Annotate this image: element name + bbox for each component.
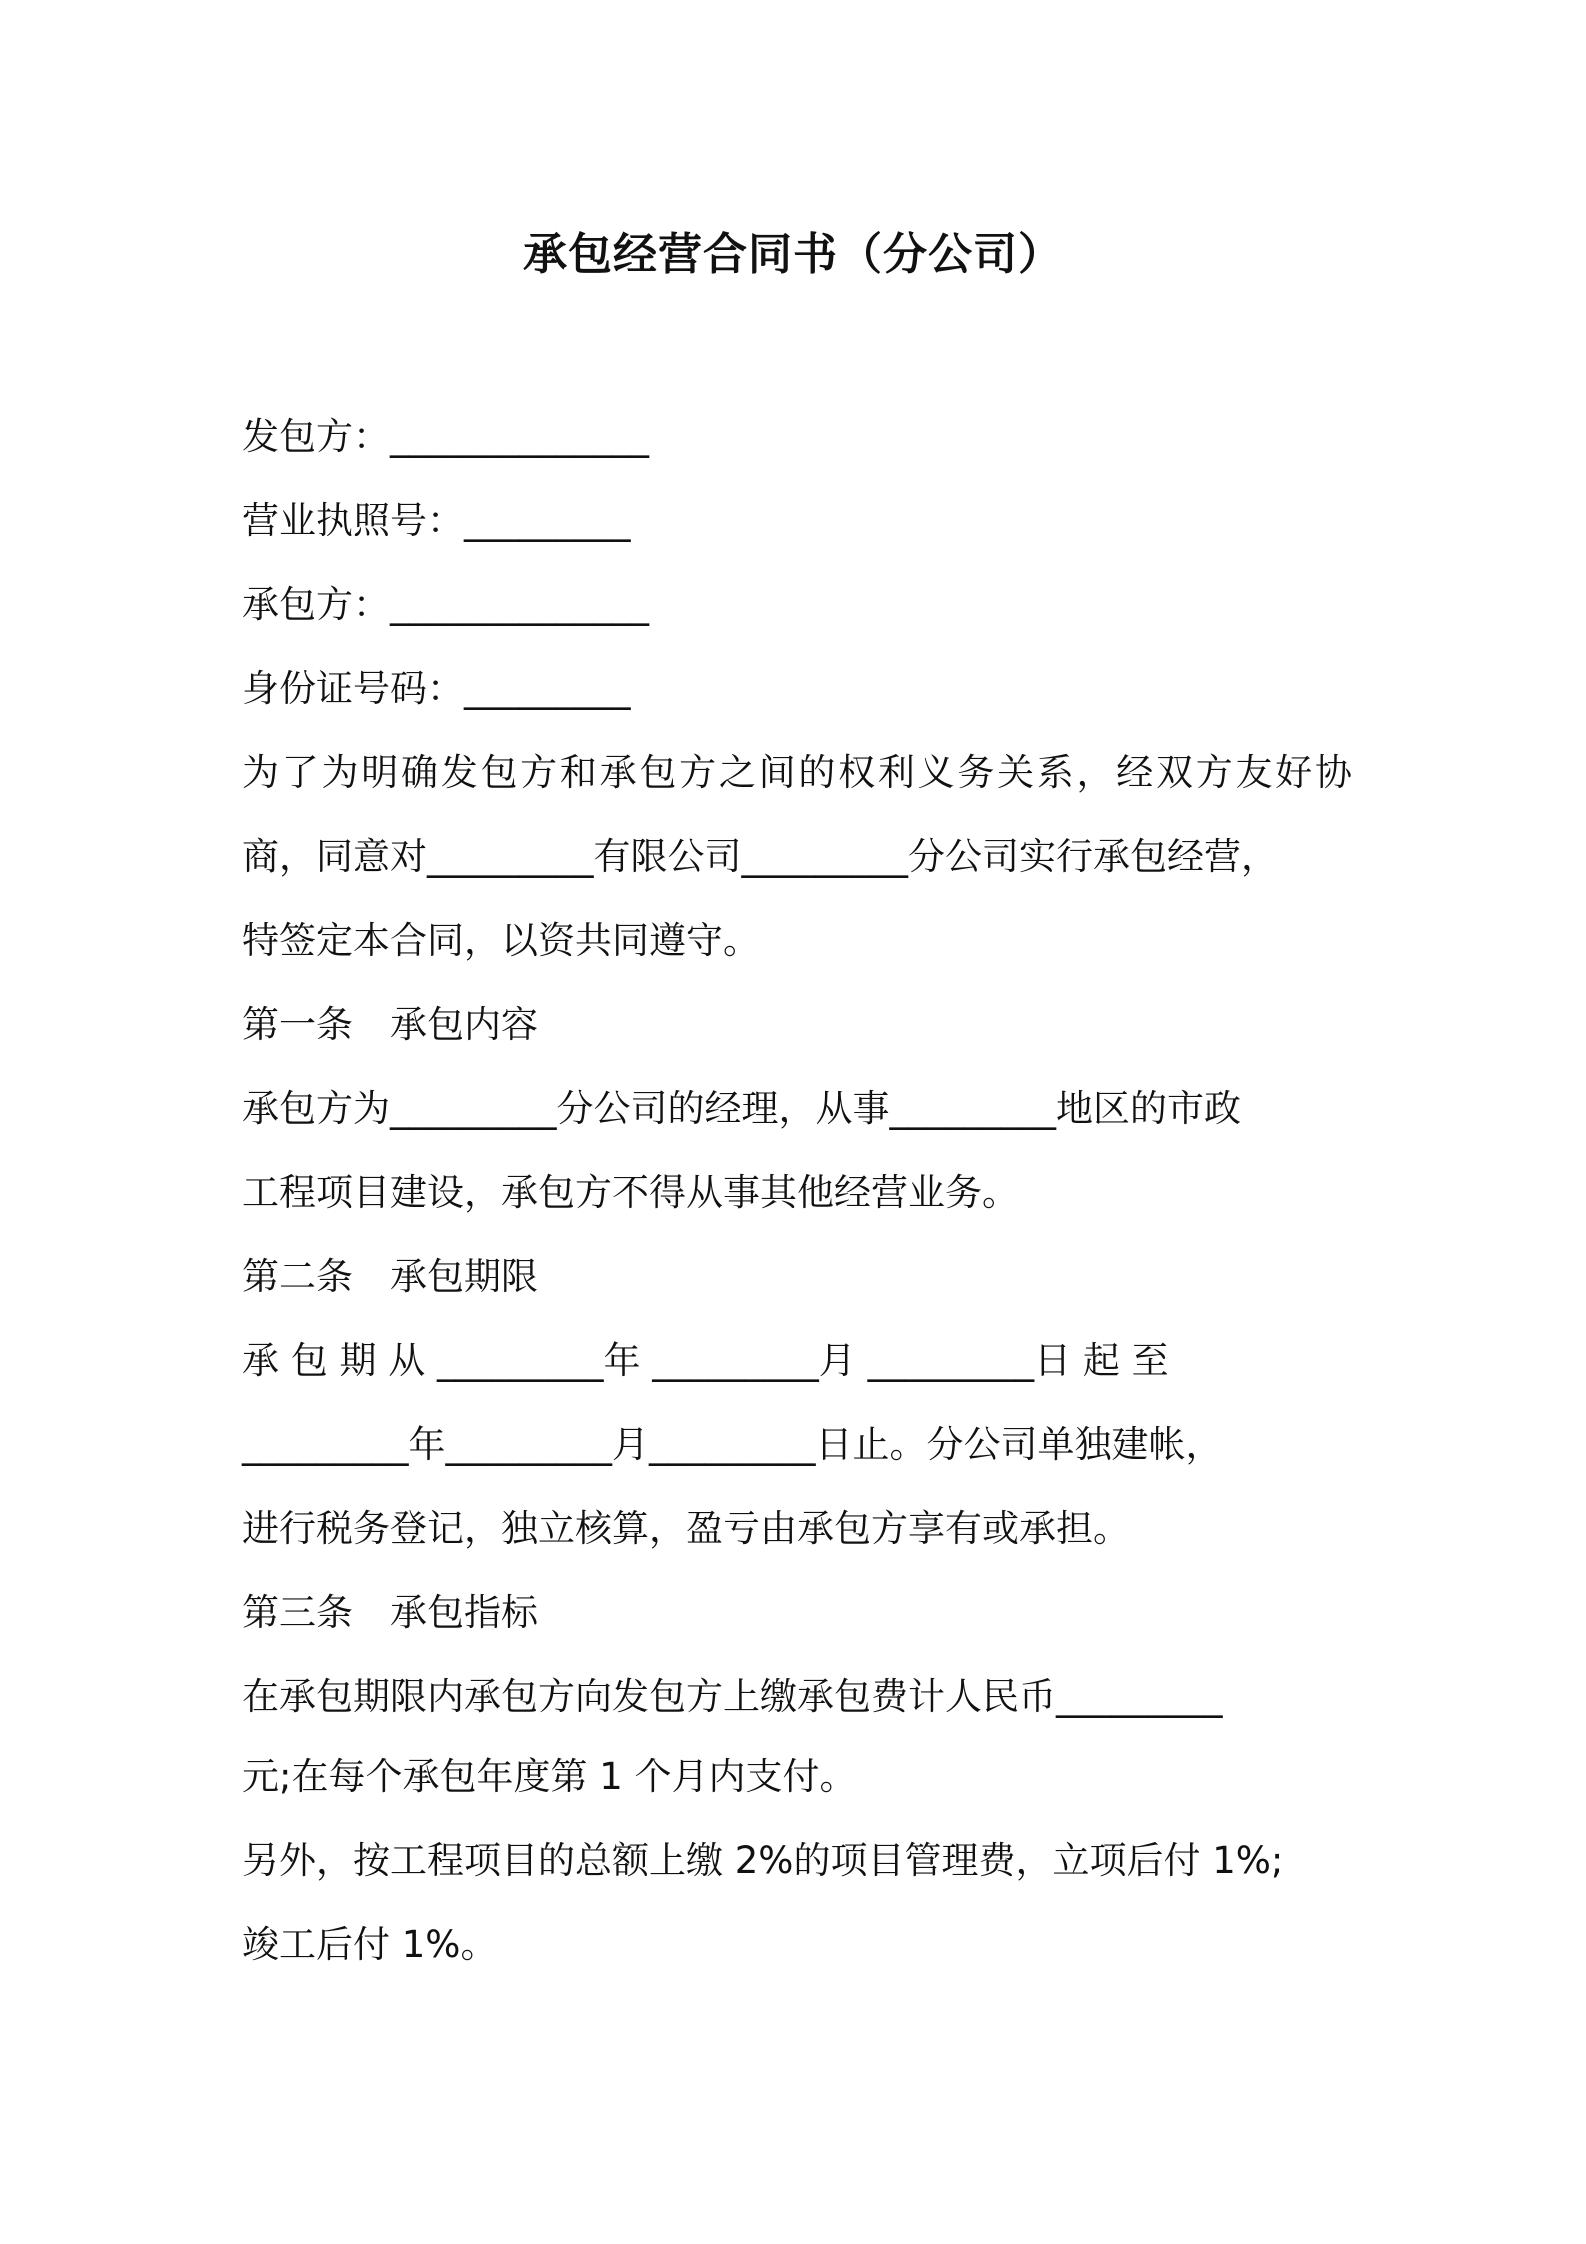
party-b-line: 承包方：______________ — [242, 583, 649, 626]
article-2-heading: 第二条 承包期限 — [242, 1255, 538, 1298]
article-2-line-3: 进行税务登记，独立核算，盈亏由承包方享有或承担。 — [242, 1507, 1130, 1550]
article-3-line-4: 竣工后付 1%。 — [242, 1923, 498, 1966]
article-2-line-2: _________年_________月_________日止。分公司单独建帐， — [242, 1423, 1223, 1466]
preamble-line-3: 特签定本合同，以资共同遵守。 — [242, 919, 760, 962]
preamble-line-1: 为了为明确发包方和承包方之间的权利义务关系，经双方友好协 — [242, 751, 1352, 794]
business-license-line: 营业执照号：_________ — [242, 499, 631, 542]
article-3-line-1: 在承包期限内承包方向发包方上缴承包费计人民币_________ — [242, 1675, 1223, 1718]
preamble-line-2: 商，同意对_________有限公司_________分公司实行承包经营， — [242, 835, 1278, 878]
article-1-line-2: 工程项目建设，承包方不得从事其他经营业务。 — [242, 1171, 1019, 1214]
document-title: 承包经营合同书（分公司） — [523, 229, 1063, 280]
article-3-line-3: 另外，按工程项目的总额上缴 2%的项目管理费，立项后付 1%; — [242, 1839, 1284, 1882]
article-1-heading: 第一条 承包内容 — [242, 1003, 538, 1046]
article-1-line-1: 承包方为_________分公司的经理，从事_________地区的市政 — [242, 1087, 1241, 1130]
article-3-heading: 第三条 承包指标 — [242, 1591, 538, 1634]
id-number-line: 身份证号码：_________ — [242, 667, 631, 710]
article-3-line-2: 元;在每个承包年度第 1 个月内支付。 — [242, 1755, 857, 1798]
article-2-line-1: 承 包 期 从 _________年 _________月 _________日 起 至 — [242, 1339, 1169, 1382]
party-a-line: 发包方：______________ — [242, 415, 649, 458]
